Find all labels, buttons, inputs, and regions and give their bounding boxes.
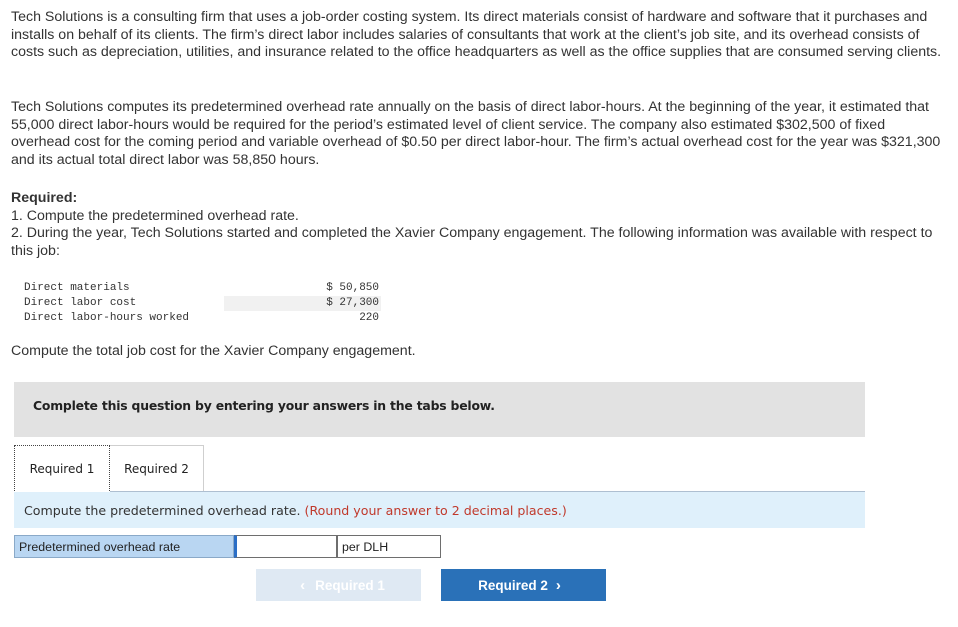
answer-unit: per DLH [337, 535, 441, 558]
table-row [24, 296, 381, 311]
required-item-1: 1. Compute the predetermined overhead rate. [11, 207, 299, 224]
overhead-rate-input[interactable] [234, 535, 337, 558]
table-cell-label: Direct labor-hours worked [24, 312, 190, 325]
prev-button[interactable] [256, 569, 421, 601]
table-cell-value: $ 50,850 [326, 282, 379, 294]
table-cell-value: 220 [359, 312, 379, 325]
tab-required-1[interactable]: Required 1 [14, 445, 110, 491]
answer-label: Predetermined overhead rate [14, 535, 234, 558]
next-button-label: Required 2 [478, 577, 548, 593]
table-cell-value: $ 27,300 [224, 296, 381, 311]
problem-paragraph-2: Tech Solutions computes its predetermined overhead rate annually on the basis of direct labor-hours. At the beginning of the year, it estimated that 55,000 direct labor-hours would be required for the period’s estimated level of client service. The company also estimated $302,500 of fixed overhead cost for the coming period and variable overhead of $0.50 per direct labor-hour. The firm’s actual overhead cost for the year was $321,300 and its actual total direct labor was 58,850 hours. [11, 99, 941, 168]
job-info-table [24, 281, 381, 327]
table-row [24, 311, 381, 326]
question-text [24, 503, 567, 518]
chevron-left-icon: ‹ [300, 576, 306, 594]
next-button[interactable] [441, 569, 606, 601]
question-hint: (Round your answer to 2 decimal places.) [304, 503, 567, 518]
table-row [24, 281, 381, 296]
tab-required-2[interactable]: Required 2 [110, 445, 204, 491]
prev-button-label: Required 1 [315, 577, 385, 593]
required-item-2: 2. During the year, Tech Solutions started and completed the Xavier Company engagement. The following information was available with respect to this job: [11, 225, 933, 259]
question-bar [14, 492, 865, 528]
question-prompt: Compute the predetermined overhead rate. [24, 503, 301, 518]
table-cell-label: Direct materials [24, 282, 130, 294]
required-section [11, 190, 946, 260]
table-cell-label: Direct labor cost [24, 297, 137, 310]
compute-instruction: Compute the total job cost for the Xavier Company engagement. [11, 343, 416, 359]
banner-text: Complete this question by entering your answers in the tabs below. [33, 398, 495, 413]
instruction-banner [14, 382, 865, 437]
problem-paragraph-1: Tech Solutions is a consulting firm that uses a job-order costing system. Its direct materials consist of hardware and software that it purchases and installs on behalf of its clients. The firm’s direct labor includes salaries of consultants that work at the client’s job site, and its overhead consists of costs such as depreciation, utilities, and insurance related to the office headquarters as well as the office supplies that are consumed serving clients. [11, 9, 942, 61]
required-title: Required: [11, 190, 78, 206]
chevron-right-icon: › [555, 576, 561, 594]
